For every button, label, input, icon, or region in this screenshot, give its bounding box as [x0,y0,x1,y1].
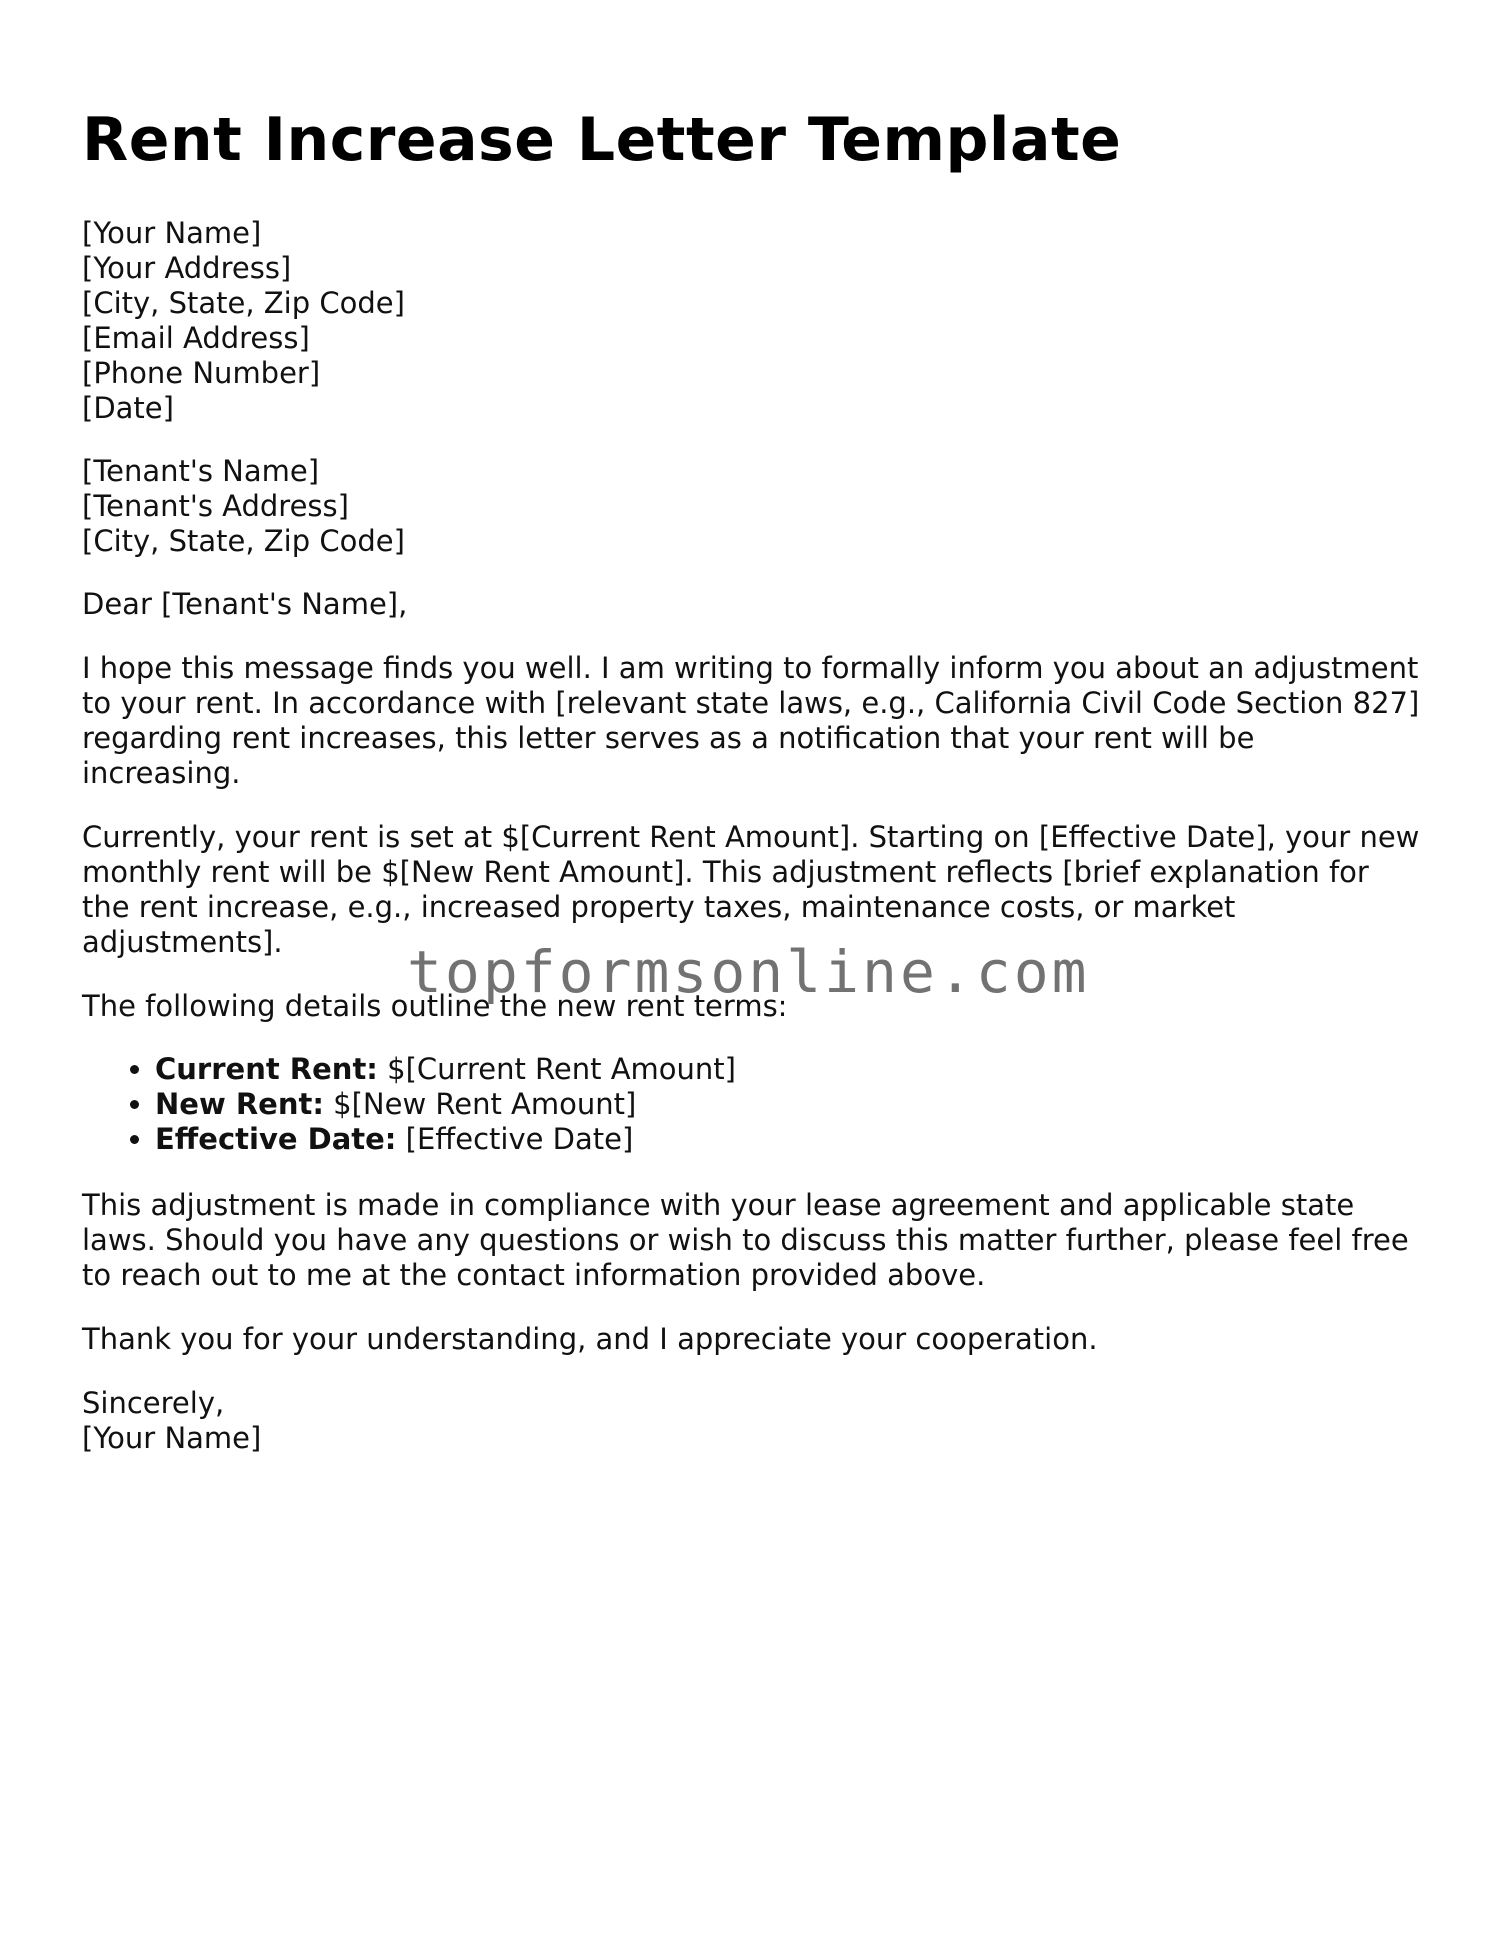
current-rent-paragraph-text: Currently, your rent is set at $[Current Rent Amount]. Starting on [Effective Date], your new monthly rent will be $[New Rent Amount]. This adjustment reflects [brief explanation for the rent increase, e.g., increased property taxes, maintenance costs, or market adjustments]. [82,820,1420,959]
term-label: Effective Date: [155,1122,397,1156]
letter-date: [Date] [82,391,174,425]
thanks-paragraph-text: Thank you for your understanding, and I appreciate your cooperation. [82,1322,1098,1356]
closing-block [82,1386,1422,1456]
sender-name: [Your Name] [82,216,262,250]
intro-paragraph [82,651,1422,791]
valediction: Sincerely, [82,1386,225,1420]
compliance-paragraph-text: This adjustment is made in compliance with your lease agreement and applicable state laws. Should you have any questions or wish to discuss this matter further, please feel free to reach out to me at the contact information provided above. [82,1188,1409,1292]
sender-address: [Your Address] [82,251,292,285]
sender-block [82,216,1422,426]
term-current-rent [155,1052,736,1087]
watermark: topformsonline.com [407,938,1090,1006]
rent-terms-list [82,1052,736,1157]
recipient-address: [Tenant's Address] [82,489,349,523]
term-label: New Rent: [155,1087,324,1121]
recipient-city-state-zip: [City, State, Zip Code] [82,524,405,558]
term-value: $[Current Rent Amount] [387,1052,736,1086]
term-effective-date [155,1122,736,1157]
sender-email: [Email Address] [82,321,310,355]
recipient-name: [Tenant's Name] [82,454,320,488]
page-title: Rent Increase Letter Template [82,105,1122,175]
intro-paragraph-text: I hope this message finds you well. I am writing to formally inform you about an adjustment to your rent. In accordance with [relevant state laws, e.g., California Civil Code Section 827] regarding rent increases, this letter serves as a notification that your rent will be increasing. [82,651,1420,790]
recipient-block [82,454,1422,559]
compliance-paragraph [82,1188,1422,1293]
details-intro-text: The following details outline the new rent terms: [82,989,788,1023]
term-label: Current Rent: [155,1052,378,1086]
thanks-paragraph [82,1322,1422,1357]
signature-name: [Your Name] [82,1421,262,1455]
salutation-text: Dear [Tenant's Name], [82,587,408,621]
sender-city-state-zip: [City, State, Zip Code] [82,286,405,320]
term-value: [Effective Date] [405,1122,634,1156]
term-value: $[New Rent Amount] [333,1087,637,1121]
sender-phone: [Phone Number] [82,356,321,390]
salutation [82,587,1422,622]
term-new-rent [155,1087,736,1122]
